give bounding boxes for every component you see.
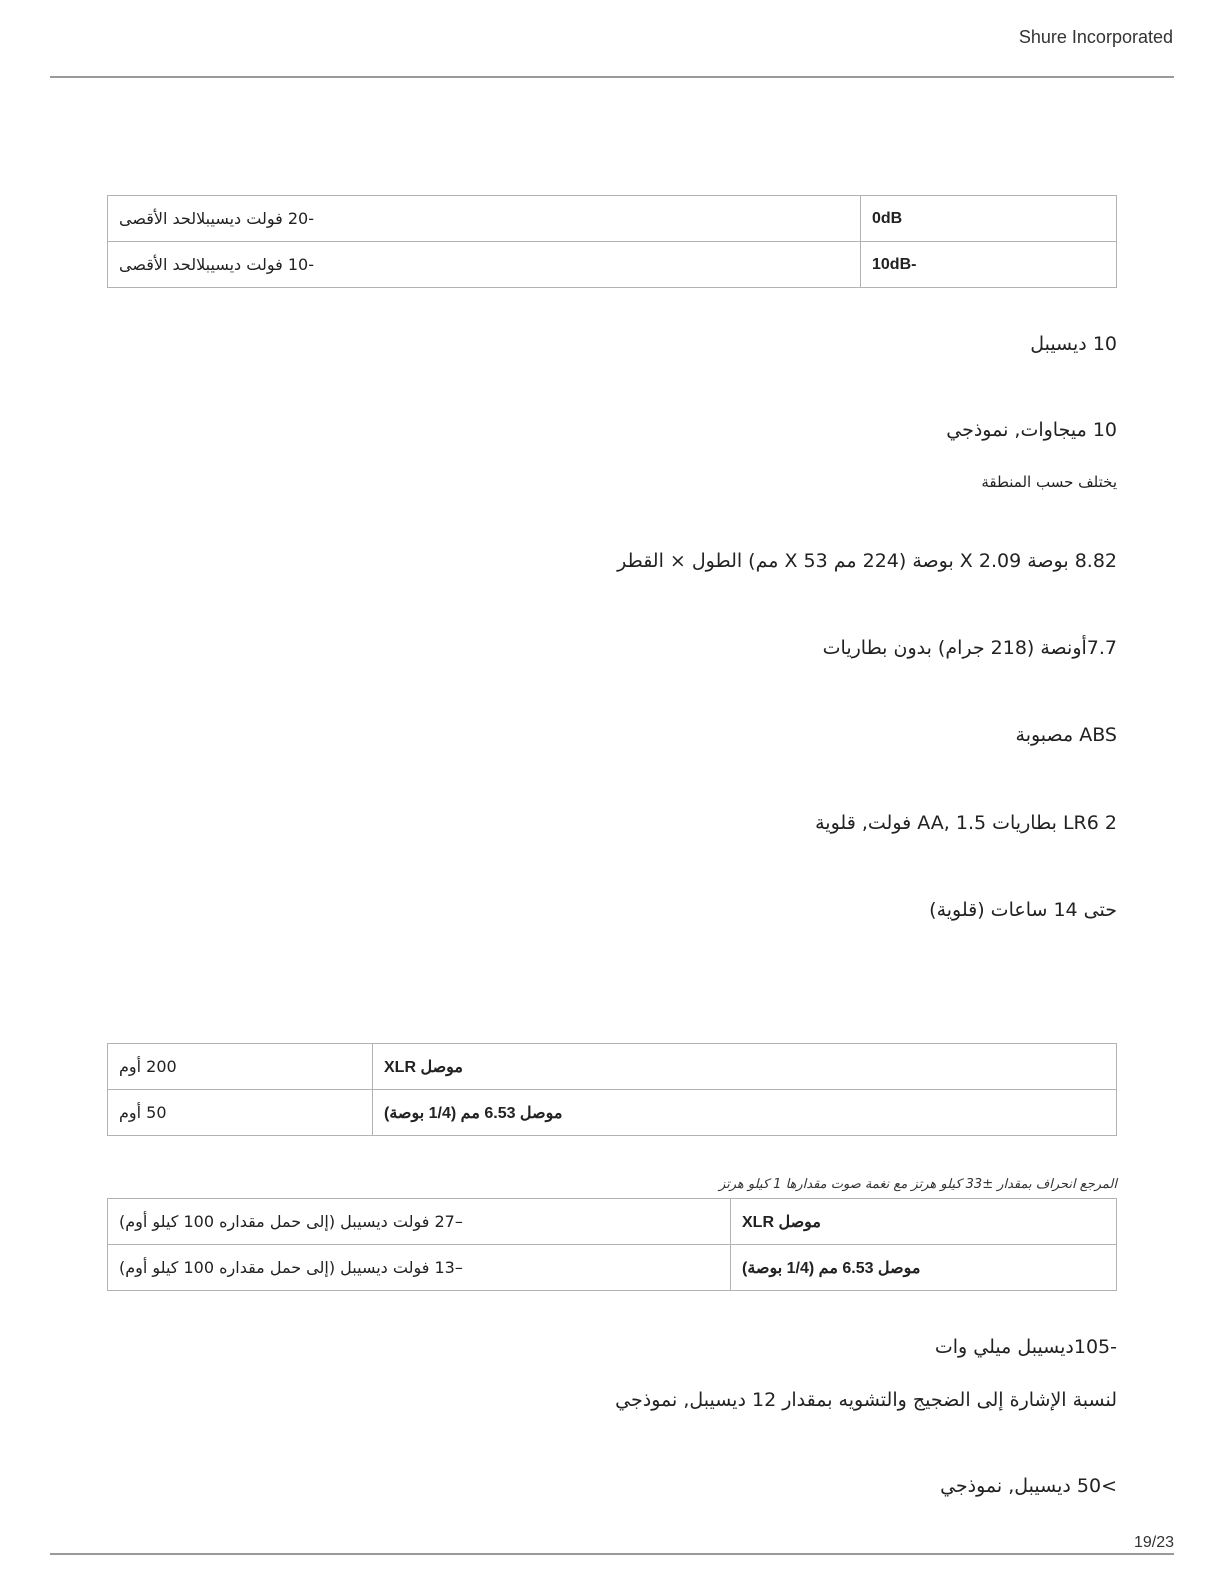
table-row	[108, 1090, 1117, 1136]
table-row	[108, 1044, 1117, 1090]
table-cell-value: -20 فولت ديسيبلالحد الأقصى	[108, 196, 861, 242]
spec-value-dimensions: 8.82 بوصة X 2.09 بوصة (224 مم X 53 مم) الطول × القطر	[617, 550, 1117, 572]
audio-output-table	[107, 1198, 1117, 1291]
table-row	[108, 1199, 1117, 1245]
spec-value-gain: 10 ديسيبل	[1030, 333, 1117, 355]
spec-value-battery-life: حتى 14 ساعات (قلوية)	[929, 899, 1117, 921]
header-company-name: Shure Incorporated	[1018, 27, 1173, 47]
spec-value-sensitivity: -105ديسيبل ميلي وات	[934, 1336, 1117, 1358]
table-cell-label: موصل XLR	[373, 1044, 1117, 1090]
table-cell-label: موصل 6.53 مم (1/4 بوصة)	[373, 1090, 1117, 1136]
table-cell-value: 50 أوم	[108, 1090, 373, 1136]
table-cell-label: 0dB	[861, 196, 1117, 242]
table-cell-label: موصل 6.53 مم (1/4 بوصة)	[731, 1245, 1117, 1291]
table-cell-value: 200 أوم	[108, 1044, 373, 1090]
footer-rule	[50, 1553, 1174, 1555]
table-cell-value: –27 فولت ديسيبل (إلى حمل مقداره 100 كيلو أوم)	[108, 1199, 731, 1245]
table-row	[108, 242, 1117, 288]
table-cell-label: 10dB-	[861, 242, 1117, 288]
spec-note-sinad: لنسبة الإشارة إلى الضجيج والتشويه بمقدار 12 ديسيبل, نموذجي	[615, 1389, 1117, 1411]
spec-note-region: يختلف حسب المنطقة	[981, 473, 1117, 491]
spec-value-batteries: 2 LR6 بطاريات AA, 1.5 فولت, قلوية	[815, 812, 1117, 834]
table-cell-label: موصل XLR	[731, 1199, 1117, 1245]
output-level-table	[107, 195, 1117, 288]
page-number: 19/23	[1133, 1534, 1174, 1551]
spec-value-rejection: >50 ديسيبل, نموذجي	[940, 1475, 1117, 1497]
table-cell-value: –13 فولت ديسيبل (إلى حمل مقداره 100 كيلو أوم)	[108, 1245, 731, 1291]
table-cell-value: -10 فولت ديسيبلالحد الأقصى	[108, 242, 861, 288]
spec-value-rf-power: 10 ميجاوات, نموذجي	[946, 419, 1117, 441]
table-row	[108, 1245, 1117, 1291]
header-rule	[50, 76, 1174, 78]
spec-value-housing: ABS مصبوبة	[1015, 724, 1117, 746]
audio-output-reference-note: المرجع انحراف بمقدار ±33 كيلو هرتز مع نغمة صوت مقدارها 1 كيلو هرتز	[718, 1177, 1117, 1192]
spec-value-weight: 7.7أونصة (218 جرام) بدون بطاريات	[822, 637, 1117, 659]
impedance-table	[107, 1043, 1117, 1136]
table-row	[108, 196, 1117, 242]
